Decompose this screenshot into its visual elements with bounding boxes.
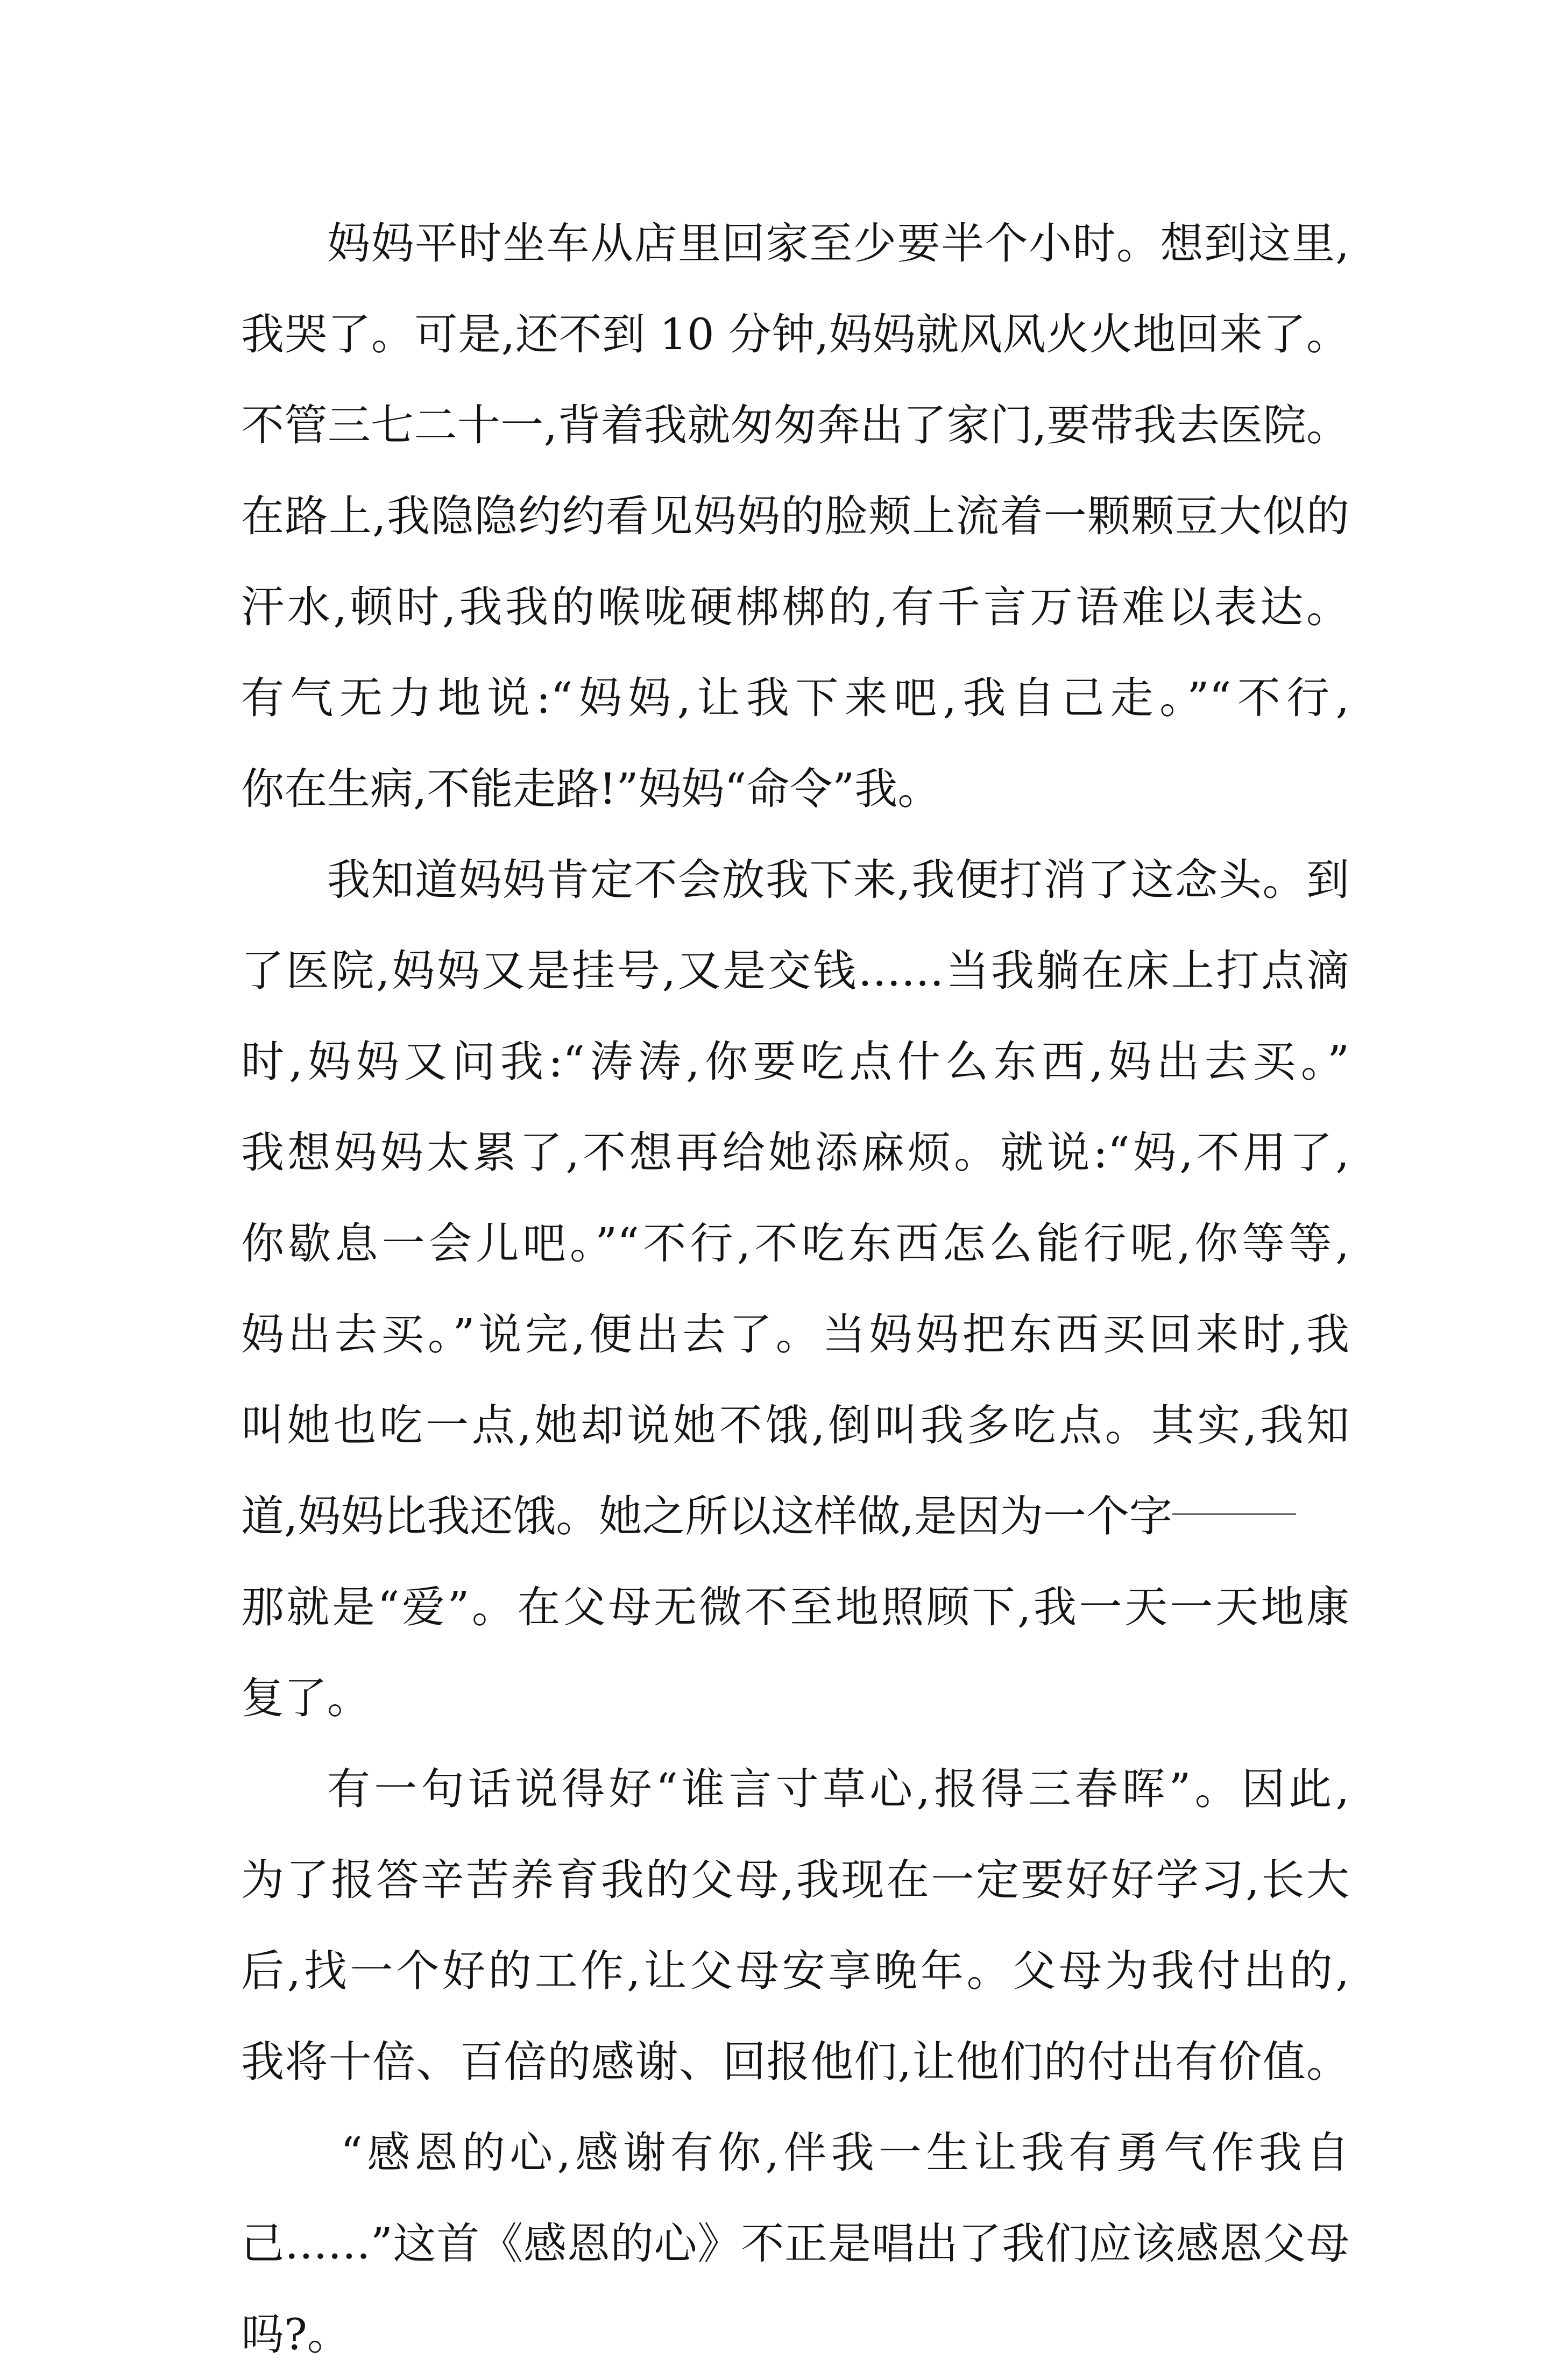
text-line: 汗水,顿时,我我的喉咙硬梆梆的,有千言万语难以表达。 <box>241 582 1349 632</box>
text-line: 叫她也吃一点,她却说她不饿,倒叫我多吃点。其实,我知 <box>241 1400 1349 1450</box>
text-line: 我将十倍、百倍的感谢、回报他们,让他们的付出有价值。 <box>241 2037 1349 2087</box>
text-line-with-blank <box>241 1471 1349 1562</box>
paragraph-3 <box>241 1744 1349 2107</box>
text-line: 己……”这首《感恩的心》不正是唱出了我们应该感恩父母 <box>241 2219 1349 2269</box>
text-line: 你歇息一会儿吧。”“不行,不吃东西怎么能行呢,你等等, <box>241 1219 1349 1269</box>
text-line: 那就是“爱”。在父母无微不至地照顾下,我一天一天地康 <box>241 1582 1349 1632</box>
paragraph-4 <box>241 2107 1349 2380</box>
text-line: 妈妈平时坐车从店里回家至少要半个小时。想到这里, <box>327 218 1349 268</box>
text-line: 不管三七二十一,背着我就匆匆奔出了家门,要带我去医院。 <box>241 400 1349 450</box>
text-line: 我哭了。可是,还不到 10 分钟,妈妈就风风火火地回来了。 <box>241 309 1349 359</box>
text-line: 你在生病,不能走路!”妈妈“命令”我。 <box>241 764 941 814</box>
text-line: 我知道妈妈肯定不会放我下来,我便打消了这念头。到 <box>327 855 1349 905</box>
paragraph-1 <box>241 198 1349 834</box>
text-line: 有气无力地说:“妈妈,让我下来吧,我自己走。”“不行, <box>241 673 1349 723</box>
fill-in-blank-underline <box>1172 1511 1296 1515</box>
text-line: 复了。 <box>241 1673 370 1723</box>
text-line: 吗?。 <box>241 2310 350 2360</box>
text-line: 我想妈妈太累了,不想再给她添麻烦。就说:“妈,不用了, <box>241 1128 1349 1178</box>
body-text <box>241 198 1349 2380</box>
text-line: 妈出去买。”说完,便出去了。当妈妈把东西买回来时,我 <box>241 1309 1349 1359</box>
text-line: “感恩的心,感谢有你,伴我一生让我有勇气作我自 <box>341 2128 1349 2178</box>
text-line: 在路上,我隐隐约约看见妈妈的脸颊上流着一颗颗豆大似的 <box>241 491 1349 541</box>
text-line: 有一句话说得好“谁言寸草心,报得三春晖”。因此, <box>327 1764 1349 1814</box>
text-span: 道,妈妈比我还饿。她之所以这样做,是因为一个字 <box>241 1491 1172 1541</box>
text-line: 时,妈妈又问我:“涛涛,你要吃点什么东西,妈出去买。” <box>241 1037 1349 1087</box>
text-line: 了医院,妈妈又是挂号,又是交钱……当我躺在床上打点滴 <box>241 946 1349 996</box>
text-line: 后,找一个好的工作,让父母安享晚年。父母为我付出的, <box>241 1946 1349 1996</box>
text-line: 为了报答辛苦养育我的父母,我现在一定要好好学习,长大 <box>241 1855 1349 1905</box>
paragraph-2 <box>241 834 1349 1744</box>
